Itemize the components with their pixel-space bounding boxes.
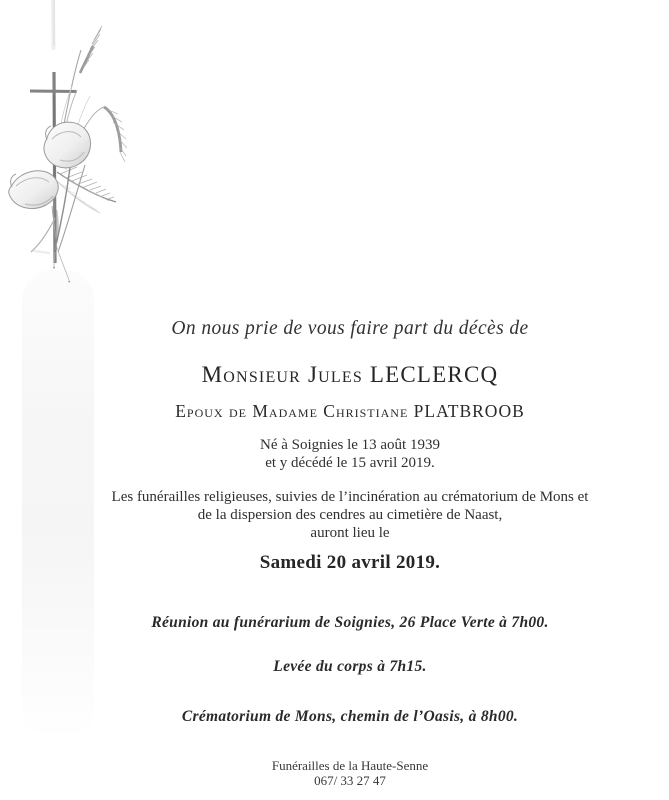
funeral-home-phone: 067/ 33 27 47 bbox=[314, 772, 386, 788]
funeral-paragraph bbox=[30, 488, 669, 542]
funeral-line-3: auront lieu le bbox=[310, 525, 390, 541]
intro-line: On nous prie de vous faire part du décès de bbox=[171, 318, 529, 339]
deceased-name: Monsieur Jules LECLERCQ bbox=[201, 362, 499, 387]
death-line: et y décédé le 15 avril 2019. bbox=[265, 454, 435, 471]
crematorium-line: Crématorium de Mons, chemin de l’Oasis, à 8h00. bbox=[181, 708, 519, 725]
scan-streak-icon bbox=[53, 0, 54, 50]
birth-death-block bbox=[30, 437, 669, 472]
funeral-line-1: Les funérailles religieuses, suivies de l’incinération au crématorium de Mons et bbox=[111, 489, 589, 505]
meeting-line: Réunion au funérarium de Soignies, 26 Place Verte à 7h00. bbox=[151, 614, 549, 631]
funeral-line-2: de la dispersion des cendres au cimetière de Naast, bbox=[197, 507, 503, 523]
funeral-home-name: Funérailles de la Haute-Senne bbox=[271, 758, 429, 773]
funeral-date: Samedi 20 avril 2019. bbox=[259, 552, 441, 573]
fern-leaf-icon bbox=[56, 167, 116, 213]
levee-line: Levée du corps à 7h15. bbox=[273, 658, 427, 675]
footer-block bbox=[30, 759, 669, 788]
birth-line: Né à Soignies le 13 août 1939 bbox=[260, 437, 440, 453]
calla-lily-upper-icon bbox=[44, 122, 91, 168]
spouse-line: Epoux de Madame Christiane PLATBROOB bbox=[175, 401, 525, 421]
calla-lily-lower-icon bbox=[9, 171, 58, 209]
cross-and-lilies-sketch bbox=[0, 0, 200, 300]
